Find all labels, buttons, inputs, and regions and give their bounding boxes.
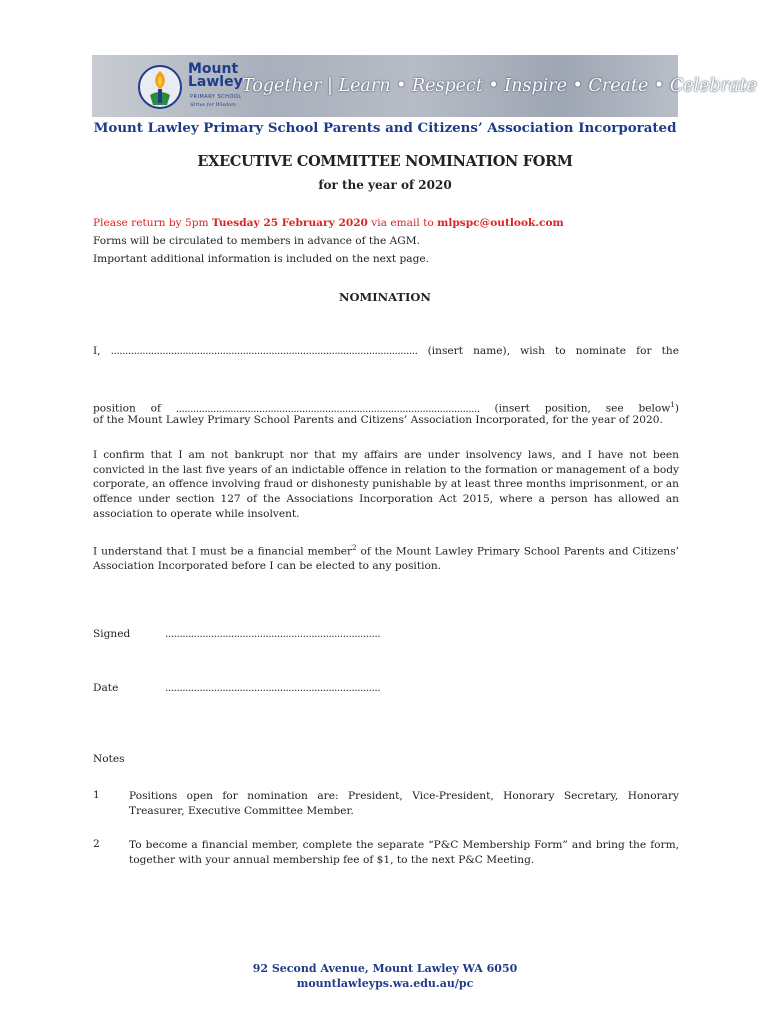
association-name: Mount Lawley Primary School Parents and Citizens’ Association Incorporated [93, 120, 677, 136]
note-2-number: 2 [93, 838, 100, 850]
position-field[interactable]: .......................................................................................................... [175, 402, 480, 415]
date-field[interactable]: ........................................................................... [165, 682, 381, 694]
position-prefix: position of [93, 402, 176, 415]
logo-line-1: Mount [188, 61, 239, 77]
return-middle: via email to [367, 217, 438, 229]
logo-motto: Strive for Wisdom [190, 102, 236, 108]
footnote-2-marker: 2 [352, 544, 357, 552]
name-line [93, 344, 679, 359]
date-label: Date [93, 682, 119, 694]
footer-address: 92 Second Avenue, Mount Lawley WA 6050 [252, 962, 518, 975]
logo-subtitle: PRIMARY SCHOOL [190, 94, 242, 100]
logo-line-2: Lawley [188, 74, 243, 90]
confirmation-statement: I confirm that I am not bankrupt nor that my affairs are under insolvency laws, and I have not been convicted in the last five years of an indictable offence in relation to the formation or management of a body corporate, an offence involving fraud or dishonesty punishable by at least three months imprisonment, or an offence under section 127 of the Associations Incorporation Act 2015, where a person has allowed an association to operate while insolvent. [93, 449, 679, 520]
return-date: Tuesday 25 February 2020 [211, 217, 368, 229]
membership-suffix: of the Mount Lawley Primary School Parents and Citizens’ Association Incorporated before I can be elected to any position. [93, 545, 679, 573]
membership-statement [93, 541, 679, 574]
name-field[interactable]: ........................................................................................................... [110, 345, 418, 357]
position-suffix: (insert position, see below [479, 402, 671, 415]
school-torch-logo-icon [136, 63, 184, 111]
notes-heading: Notes [93, 753, 125, 765]
signed-label: Signed [93, 628, 131, 640]
nomination-heading: NOMINATION [339, 290, 431, 304]
name-suffix: (insert name), wish to nominate for the [417, 345, 679, 357]
name-prefix: I, [93, 345, 111, 357]
position-line-2: of the Mount Lawley Primary School Parents and Citizens’ Association Incorporated, for the year of 2020. [93, 414, 663, 426]
note-1-number: 1 [93, 789, 100, 801]
additional-info-note: Important additional information is included on the next page. [93, 253, 430, 265]
form-title: EXECUTIVE COMMITTEE NOMINATION FORM [197, 153, 573, 170]
signature-field[interactable]: ........................................................................... [165, 628, 381, 640]
return-email-link[interactable]: mlpspc@outlook.com [437, 217, 564, 229]
footer-website-link[interactable]: mountlawleyps.wa.edu.au/pc [296, 977, 474, 990]
banner-tagline: Together | Learn • Respect • Inspire • Create • Celebrate [242, 76, 757, 96]
form-subtitle: for the year of 2020 [318, 178, 452, 192]
note-2-text: To become a financial member, complete the separate “P&C Membership Form” and bring the form, together with your annual membership fee of $1, to the next P&C Meeting. [129, 839, 679, 866]
footnote-1-marker: 1 [670, 401, 675, 409]
header-banner [92, 55, 757, 117]
school-logo-text [188, 63, 243, 89]
position-close: ) [674, 402, 679, 415]
note-1-text: Positions open for nomination are: President, Vice-President, Honorary Secretary, Honorary Treasurer, Executive Committee Member. [129, 790, 679, 817]
return-prefix: Please return by 5pm [93, 217, 212, 229]
return-instruction [93, 216, 564, 231]
membership-prefix: I understand that I must be a financial member [93, 545, 353, 558]
circulation-note: Forms will be circulated to members in advance of the AGM. [93, 235, 420, 247]
